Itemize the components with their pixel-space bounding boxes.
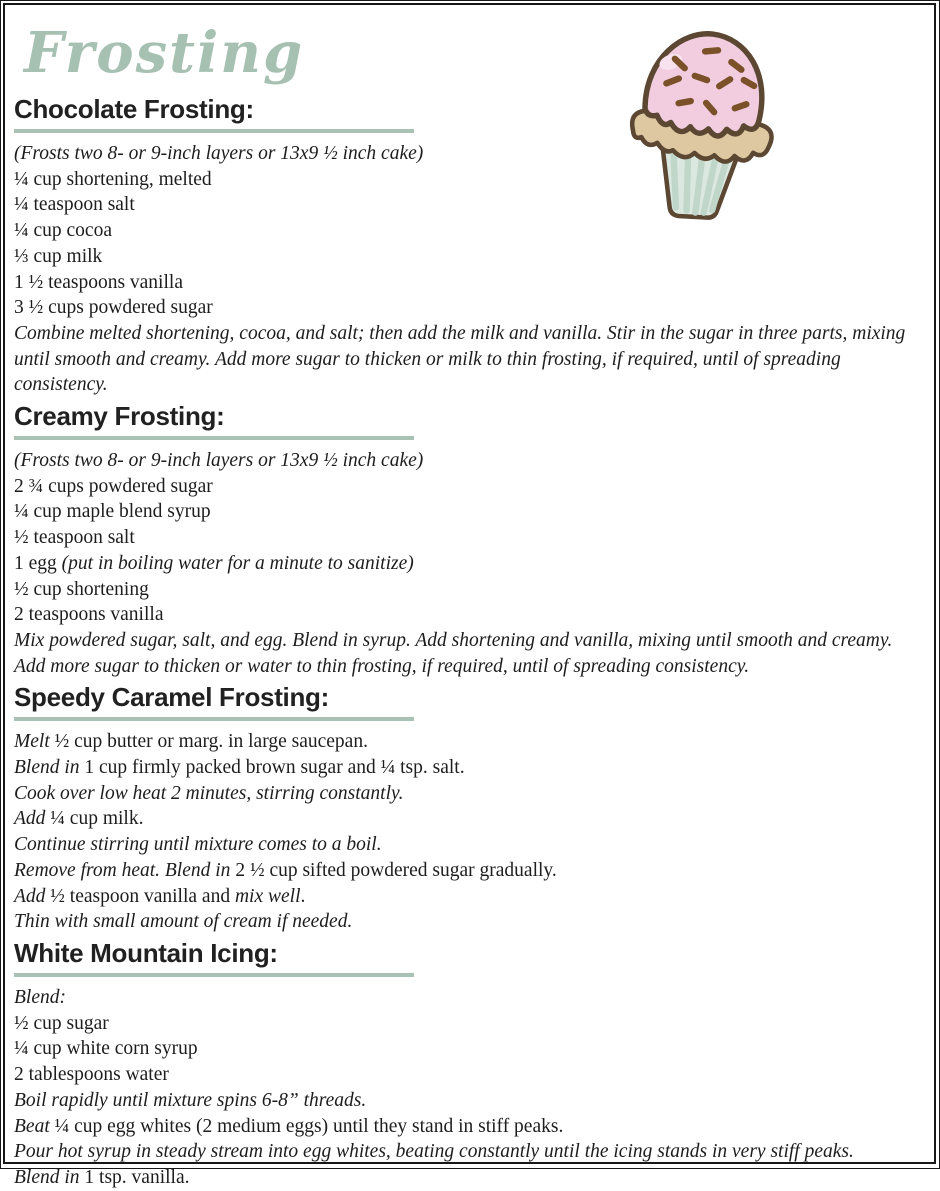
recipe-text-italic: Combine melted shortening, cocoa, and salt; then add the milk and vanilla. Stir in the sugar in three parts, mixing until smooth and creamy. Add more sugar to thicken or milk to thin frosting, if required, until of spreading consistency. bbox=[14, 322, 906, 396]
recipe-line bbox=[14, 781, 910, 807]
recipe-line bbox=[14, 858, 910, 884]
section-divider bbox=[14, 717, 414, 721]
recipe-text-italic: Add bbox=[14, 808, 51, 830]
recipe-text-italic: Blend in bbox=[14, 757, 85, 779]
recipe-text: 1 ½ teaspoons vanilla bbox=[14, 271, 183, 293]
section-divider bbox=[14, 129, 414, 133]
recipe-line bbox=[14, 244, 910, 270]
recipe-line bbox=[14, 1165, 910, 1191]
recipe-text-italic: Remove from heat. Blend in bbox=[14, 859, 236, 881]
recipe-line bbox=[14, 729, 910, 755]
recipe-line bbox=[14, 1036, 910, 1062]
recipe-text: ⅓ cup milk bbox=[14, 245, 103, 267]
recipe-line bbox=[14, 141, 910, 167]
recipe-sections bbox=[14, 94, 910, 1191]
recipe-text: 1 tsp. vanilla. bbox=[84, 1166, 190, 1188]
recipe-line bbox=[14, 448, 910, 474]
recipe-text-italic: (Frosts two 8- or 9-inch layers or 13x9 ½ inch cake) bbox=[14, 450, 424, 472]
recipe-line bbox=[14, 909, 910, 935]
recipe-text: 2 teaspoons vanilla bbox=[14, 604, 164, 626]
recipe-text-italic: Mix powdered sugar, salt, and egg. Blend in syrup. Add shortening and vanilla, mixing until smooth and creamy. Add more sugar to thicken or water to thin frosting, if required, until of spreading consistency. bbox=[14, 629, 893, 677]
recipe-line bbox=[14, 167, 910, 193]
recipe-text: ½ teaspoon salt bbox=[14, 527, 135, 549]
section-divider bbox=[14, 973, 414, 977]
recipe-line bbox=[14, 1011, 910, 1037]
recipe-line bbox=[14, 806, 910, 832]
recipe-text: ¼ cup shortening, melted bbox=[14, 168, 212, 190]
recipe-text-italic: Cook over low heat 2 minutes, stirring constantly. bbox=[14, 782, 404, 804]
recipe-line bbox=[14, 295, 910, 321]
page-title: Frosting bbox=[24, 20, 305, 86]
recipe-text: 2 tablespoons water bbox=[14, 1064, 169, 1086]
page-content bbox=[14, 18, 910, 1191]
recipe-text: 2 ½ cup sifted powdered sugar gradually. bbox=[235, 859, 557, 881]
recipe-line bbox=[14, 985, 910, 1011]
recipe-text: 1 cup firmly packed brown sugar and ¼ tsp. salt. bbox=[84, 757, 465, 779]
recipe-text: 2 ¾ cups powdered sugar bbox=[14, 475, 213, 497]
section-heading: Creamy Frosting: bbox=[14, 401, 225, 432]
section-heading: White Mountain Icing: bbox=[14, 937, 278, 968]
recipe-line bbox=[14, 270, 910, 296]
recipe-text: . bbox=[300, 885, 306, 907]
recipe-section bbox=[14, 401, 910, 679]
recipe-text-italic: Continue stirring until mixture comes to a boil. bbox=[14, 834, 382, 856]
section-heading: Speedy Caramel Frosting: bbox=[14, 682, 329, 713]
recipe-text-italic: Pour hot syrup in steady stream into egg whites, beating constantly until the icing stands in very stiff peaks. bbox=[14, 1141, 854, 1163]
recipe-line bbox=[14, 755, 910, 781]
recipe-text: ½ cup butter or marg. in large saucepan. bbox=[54, 731, 368, 753]
recipe-text: 3 ½ cups powdered sugar bbox=[14, 297, 213, 319]
recipe-line bbox=[14, 321, 910, 398]
recipe-line bbox=[14, 884, 910, 910]
recipe-line bbox=[14, 832, 910, 858]
recipe-line bbox=[14, 192, 910, 218]
recipe-text: ½ cup sugar bbox=[14, 1012, 109, 1034]
recipe-text-italic: Melt bbox=[14, 731, 55, 753]
recipe-line bbox=[14, 1114, 910, 1140]
recipe-text: ¼ cup maple blend syrup bbox=[14, 501, 211, 523]
recipe-line bbox=[14, 474, 910, 500]
section-divider bbox=[14, 436, 414, 440]
recipe-text-italic: (Frosts two 8- or 9-inch layers or 13x9 ½ inch cake) bbox=[14, 143, 424, 164]
recipe-text-italic: Blend: bbox=[14, 986, 66, 1008]
recipe-line bbox=[14, 602, 910, 628]
recipe-text: 1 egg bbox=[14, 552, 62, 574]
recipe-section bbox=[14, 94, 910, 398]
recipe-line bbox=[14, 1062, 910, 1088]
section-heading: Chocolate Frosting: bbox=[14, 94, 254, 124]
recipe-text: ¼ cup milk. bbox=[50, 808, 144, 830]
recipe-text: ¼ cup cocoa bbox=[14, 220, 112, 242]
recipe-section bbox=[14, 682, 910, 935]
recipe-line bbox=[14, 1139, 910, 1165]
recipe-text-italic: (put in boiling water for a minute to sanitize) bbox=[61, 552, 414, 574]
recipe-line bbox=[14, 628, 910, 679]
recipe-text-italic: mix well bbox=[234, 885, 301, 907]
recipe-text: ½ teaspoon vanilla and bbox=[50, 885, 235, 907]
recipe-line bbox=[14, 525, 910, 551]
recipe-line bbox=[14, 1088, 910, 1114]
recipe-text-italic: Thin with small amount of cream if needed. bbox=[14, 911, 353, 933]
recipe-section bbox=[14, 938, 910, 1191]
recipe-text: ¼ cup egg whites (2 medium eggs) until they stand in stiff peaks. bbox=[54, 1115, 564, 1137]
recipe-text: ½ cup shortening bbox=[14, 578, 149, 600]
recipe-line bbox=[14, 577, 910, 603]
recipe-text: ¼ teaspoon salt bbox=[14, 194, 135, 216]
recipe-line bbox=[14, 499, 910, 525]
recipe-line bbox=[14, 551, 910, 577]
recipe-text-italic: Add bbox=[14, 885, 51, 907]
recipe-text-italic: Boil rapidly until mixture spins 6-8” threads. bbox=[14, 1089, 367, 1111]
recipe-line bbox=[14, 218, 910, 244]
recipe-text: ¼ cup white corn syrup bbox=[14, 1038, 198, 1060]
recipe-text-italic: Beat bbox=[14, 1115, 55, 1137]
recipe-text-italic: Blend in bbox=[14, 1166, 85, 1188]
